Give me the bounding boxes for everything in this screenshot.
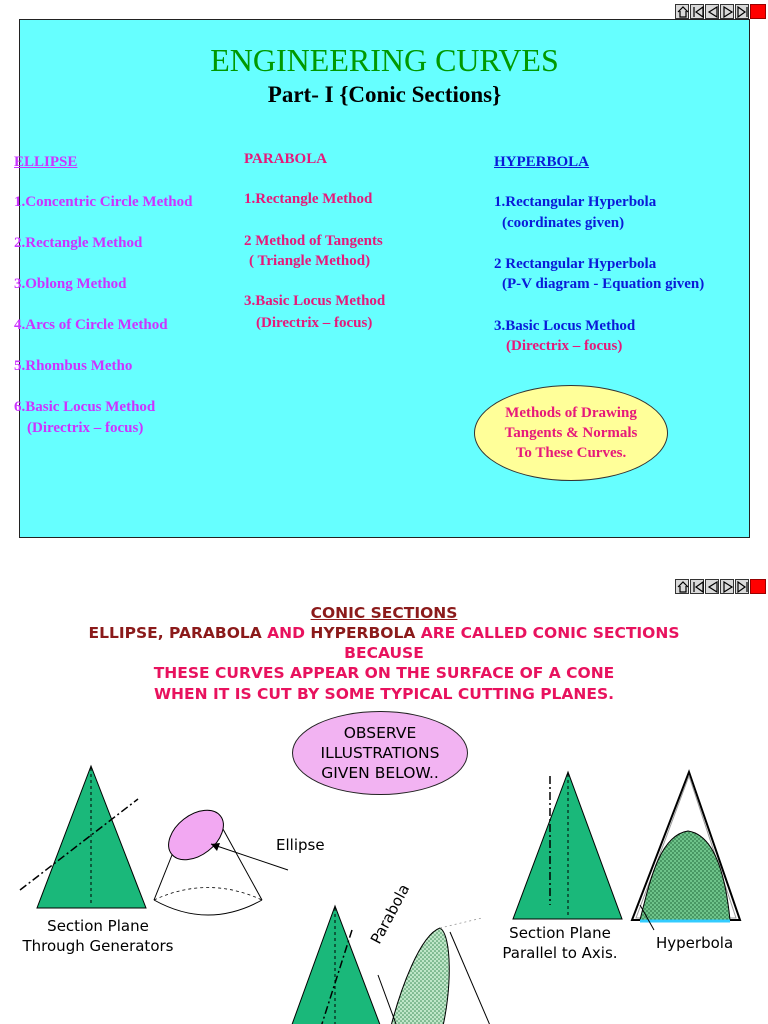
parabola-method-2[interactable]: 2 Method of Tangents	[244, 233, 383, 249]
parabola-method-3[interactable]: 3.Basic Locus Method	[244, 293, 386, 309]
ellipse-method-3[interactable]: 3.Oblong Method	[14, 276, 127, 292]
hyperbola-method-1[interactable]: 1.Rectangular Hyperbola	[494, 194, 657, 210]
section-axis-label: Section Plane Parallel to Axis.	[502, 924, 618, 962]
hyperbola-method-3[interactable]: 3.Basic Locus Method	[494, 318, 636, 334]
hyperbola-method-1-sub[interactable]: (coordinates given)	[502, 215, 625, 231]
parabola-label: Parabola	[366, 881, 414, 947]
parabola-method-2-sub[interactable]: ( Triangle Method)	[249, 253, 371, 269]
hyperbola-method-2[interactable]: 2 Rectangular Hyperbola	[494, 256, 657, 272]
hyperbola-heading[interactable]: HYPERBOLA	[494, 154, 590, 170]
ellipse-heading[interactable]: ELLIPSE	[14, 154, 78, 170]
hyperbola-label: Hyperbola	[656, 934, 734, 952]
line1-rest: ARE CALLED CONIC SECTIONS	[420, 624, 680, 642]
ellipse-method-5[interactable]: 5.Rhombus Metho	[14, 358, 133, 374]
cone-generators	[20, 766, 146, 908]
section-generators-label: Section Plane Through Generators	[22, 917, 174, 955]
observe-illustrations-callout: OBSERVE ILLUSTRATIONS GIVEN BELOW..	[292, 711, 468, 795]
truncated-cone-ellipse	[154, 800, 288, 915]
ellipse-method-2[interactable]: 2.Rectangle Method	[14, 235, 143, 251]
conic-sections-heading: CONIC SECTIONS	[310, 604, 458, 622]
ellipse-method-6-sub[interactable]: (Directrix – focus)	[27, 420, 144, 436]
parabola-method-3-sub[interactable]: (Directrix – focus)	[256, 315, 373, 331]
line1-and: AND	[267, 624, 305, 642]
ellipse-method-6[interactable]: 6.Basic Locus Method	[14, 399, 156, 415]
cone-axis	[513, 772, 622, 919]
ellipse-method-4[interactable]: 4.Arcs of Circle Method	[14, 317, 168, 333]
parabola-heading[interactable]: PARABOLA	[244, 151, 328, 167]
cone-parabola	[290, 906, 382, 1024]
hyperbola-method-2-sub[interactable]: (P-V diagram - Equation given)	[502, 276, 705, 292]
hyperbola-method-3-sub[interactable]: (Directrix – focus)	[506, 338, 623, 354]
line1-hyperbola: HYPERBOLA	[305, 624, 421, 642]
ellipse-method-1[interactable]: 1.Concentric Circle Method	[14, 194, 193, 210]
tangents-normals-callout[interactable]: Methods of Drawing Tangents & Normals To These Curves.	[474, 385, 668, 481]
line1-parabola: , PARABOLA	[157, 624, 268, 642]
conic-sections-line-4: WHEN IT IS CUT BY SOME TYPICAL CUTTING PLANES.	[153, 685, 615, 703]
conic-sections-line-2: BECAUSE	[344, 644, 424, 662]
conic-sections-line-3: THESE CURVES APPEAR ON THE SURFACE OF A CONE	[153, 664, 615, 682]
line1-ellipse: ELLIPSE	[88, 624, 158, 642]
slide-subtitle: Part- I {Conic Sections}	[267, 82, 502, 107]
slide-title: ENGINEERING CURVES	[210, 42, 559, 78]
cone-hyperbola	[632, 772, 740, 930]
parabola-section	[378, 918, 492, 1024]
parabola-method-1[interactable]: 1.Rectangle Method	[244, 191, 373, 207]
ellipse-label: Ellipse	[276, 836, 325, 854]
